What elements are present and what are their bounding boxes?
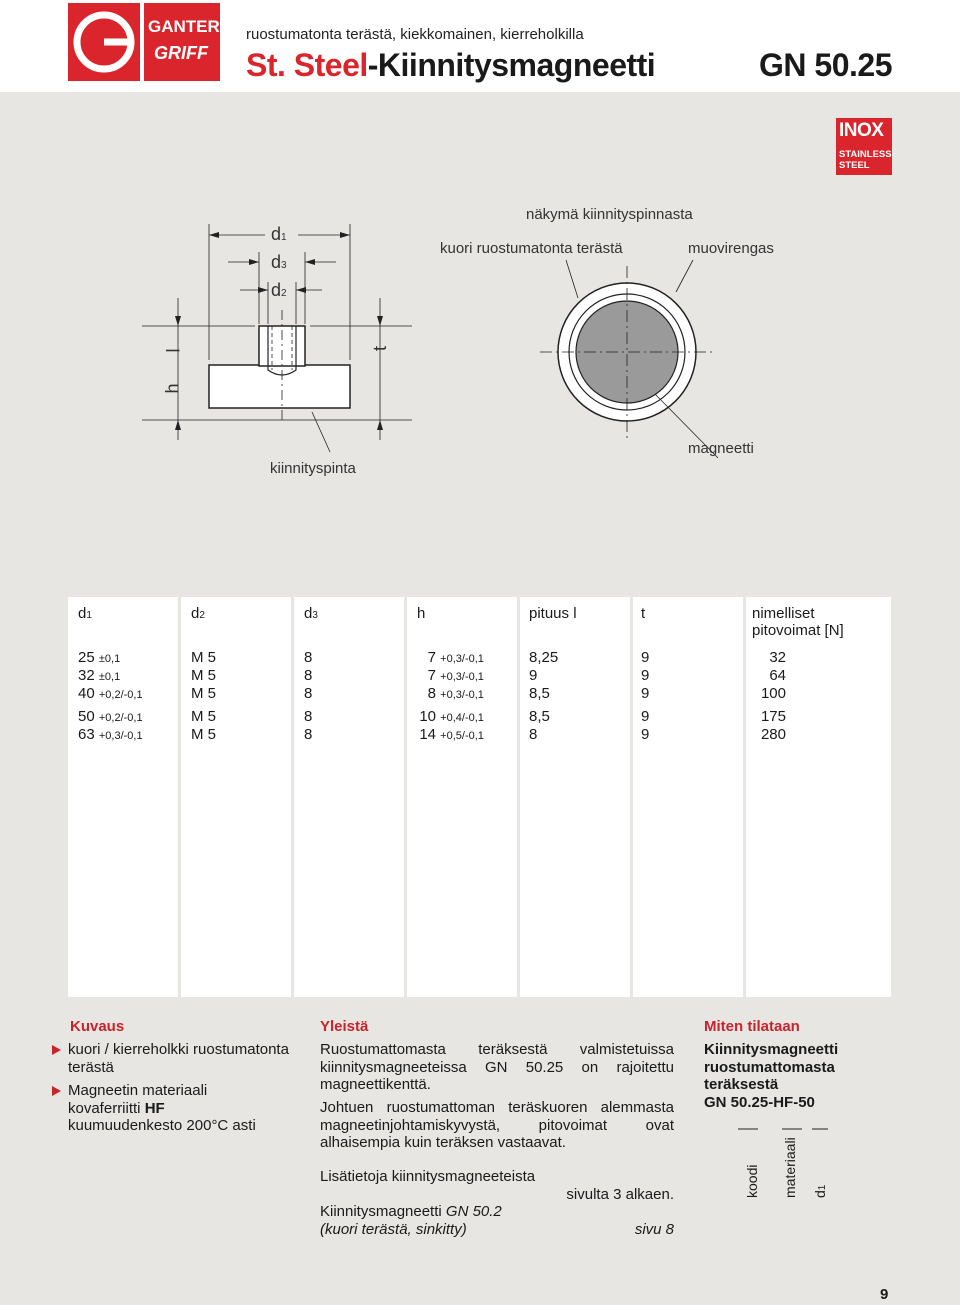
dim-l-label: l [163,348,184,353]
ordering-line-3: teräksestä [704,1076,779,1093]
table-cell-d2: M 5 [191,708,217,725]
inox-label: INOX [839,120,884,141]
ordering-key-code: koodi [744,1164,760,1198]
header-length: pituus l [529,605,577,622]
table-cell-h: 7 +0,3/-0,1 [427,667,484,684]
table-cell-force: 280 [760,726,786,743]
table-cell-d1: 50 +0,2/-0,1 [78,708,143,725]
housing-label: kuori ruostumatonta terästä [440,240,623,257]
table-cell-t: 9 [641,685,650,702]
table-cell-d3: 8 [304,667,313,684]
ordering-line-1: Kiinnitysmagneetti [704,1041,839,1058]
product-title-red: St. Steel [246,47,368,83]
table-cell-force: 175 [760,708,786,725]
ganter-griff-logo [68,3,220,81]
ordering-line-2: ruostumattomasta [704,1058,835,1076]
description-item-1: kuori / kierreholkki ruostumatonta terästä [68,1041,289,1076]
dim-d2-label: d2 [271,280,287,300]
ring-label: muovirengas [688,240,774,257]
general-para-3-line-2: sivulta 3 alkaen. [566,1185,674,1203]
table-cell-d1: 32 ±0,1 [78,667,121,684]
logo-text-bottom: GRIFF [154,43,208,63]
table-cell-d3: 8 [304,685,313,702]
dim-h-label: h [162,383,183,394]
general-para-4-line-2: (kuori terästä, sinkitty) sivu 8 [320,1220,674,1238]
col-t [633,597,743,997]
general-para-3 [320,1168,674,1203]
view-title: näkymä kiinnityspinnasta [526,206,693,223]
mounting-surface-label: kiinnityspinta [270,460,356,477]
dim-d1-label: d1 [271,224,287,244]
dim-d3-label: d3 [271,252,287,272]
ordering-key-material: materiaali [782,1137,798,1198]
ordering-example: GN 50.25-HF-50 [704,1093,815,1111]
general-para-2: Johtuen ruostumattoman teräskuoren alemmasta magneetinjohtamiskyvystä, pitovoimat ovat alhaisempia kuin teräksen vastaavat. [320,1099,674,1151]
table-cell-d2: M 5 [191,726,217,743]
table-cell-d2: M 5 [191,685,217,702]
table-cell-h: 8 +0,3/-0,1 [427,685,484,702]
description-item-2-line-3: kuumuudenkesto 200°C asti [68,1117,256,1134]
ordering-title: Miten tilataan [704,1018,800,1035]
inox-badge [836,118,892,175]
table-cell-t: 9 [641,667,650,684]
table-cell-h: 7 +0,3/-0,1 [427,649,484,666]
table-cell-force: 64 [769,667,786,684]
ordering-key-d1: d1 [812,1184,828,1198]
description-title: Kuvaus [70,1018,125,1035]
logo-text-top: GANTER [148,17,220,36]
table-cell-d1: 40 +0,2/-0,1 [78,685,143,702]
steel-label: STEEL [839,160,870,171]
bullet-icon [52,1086,61,1096]
description-item-2 [68,1082,313,1135]
table-cell-length: 8,25 [529,649,559,666]
table-cell-d3: 8 [304,649,313,666]
table-cell-d2: M 5 [191,649,217,666]
general-para-4-line-1: Kiinnitysmagneetti GN 50.2 [320,1203,502,1220]
product-title [246,47,655,84]
general-para-1: Ruostumattomasta teräksestä valmistetuissa kiinnitysmagneeteissa GN 50.25 on rajoitettu magneettikenttä. [320,1041,674,1093]
bullet-icon [52,1045,61,1055]
table-cell-length: 9 [529,667,538,684]
table-cell-h: 14 +0,5/-0,1 [419,726,484,743]
table-cell-h: 10 +0,4/-0,1 [419,708,484,725]
header-d3: d3 [304,605,318,622]
general-para-3-line-1: Lisätietoja kiinnitysmagneeteista [320,1168,536,1185]
table-cell-d1: 63 +0,3/-0,1 [78,726,143,743]
magnet-label: magneetti [688,440,754,457]
drawing-svg [0,190,960,490]
header-h: h [417,605,426,622]
header-force-2: pitovoimat [N] [752,622,844,639]
dim-t-label: t [370,345,391,352]
table-cell-length: 8 [529,726,538,743]
header-d1: d1 [78,605,92,622]
header-d2: d2 [191,605,205,622]
table-cell-length: 8,5 [529,685,550,702]
table-cell-d1: 25 ±0,1 [78,649,121,666]
table-cell-force: 100 [760,685,786,702]
ordering-text [704,1041,894,1111]
page-number: 9 [880,1286,889,1303]
dimension-table [68,597,891,997]
stainless-label: STAINLESS [839,149,892,160]
table-cell-t: 9 [641,649,650,666]
header-bar [0,0,960,92]
table-cell-t: 9 [641,708,650,725]
general-title: Yleistä [320,1018,369,1035]
product-subtitle: ruostumatonta terästä, kiekkomainen, kierreholkilla [246,26,584,43]
description-item-2-line-2: kovaferriitti HF [68,1099,165,1117]
general-para-4 [320,1203,674,1238]
product-title-rest: -Kiinnitysmagneetti [367,47,656,83]
header-t: t [641,605,646,622]
product-code: GN 50.25 [759,47,892,83]
table-cell-t: 9 [641,726,650,743]
description-item-2-line-1: Magneetin materiaali [68,1082,208,1099]
technical-drawing [0,190,960,490]
table-cell-force: 32 [769,649,786,666]
table-cell-length: 8,5 [529,708,550,725]
table-cell-d3: 8 [304,708,313,725]
table-cell-d2: M 5 [191,667,217,684]
header-force-1: nimelliset [752,605,815,622]
table-cell-d3: 8 [304,726,313,743]
